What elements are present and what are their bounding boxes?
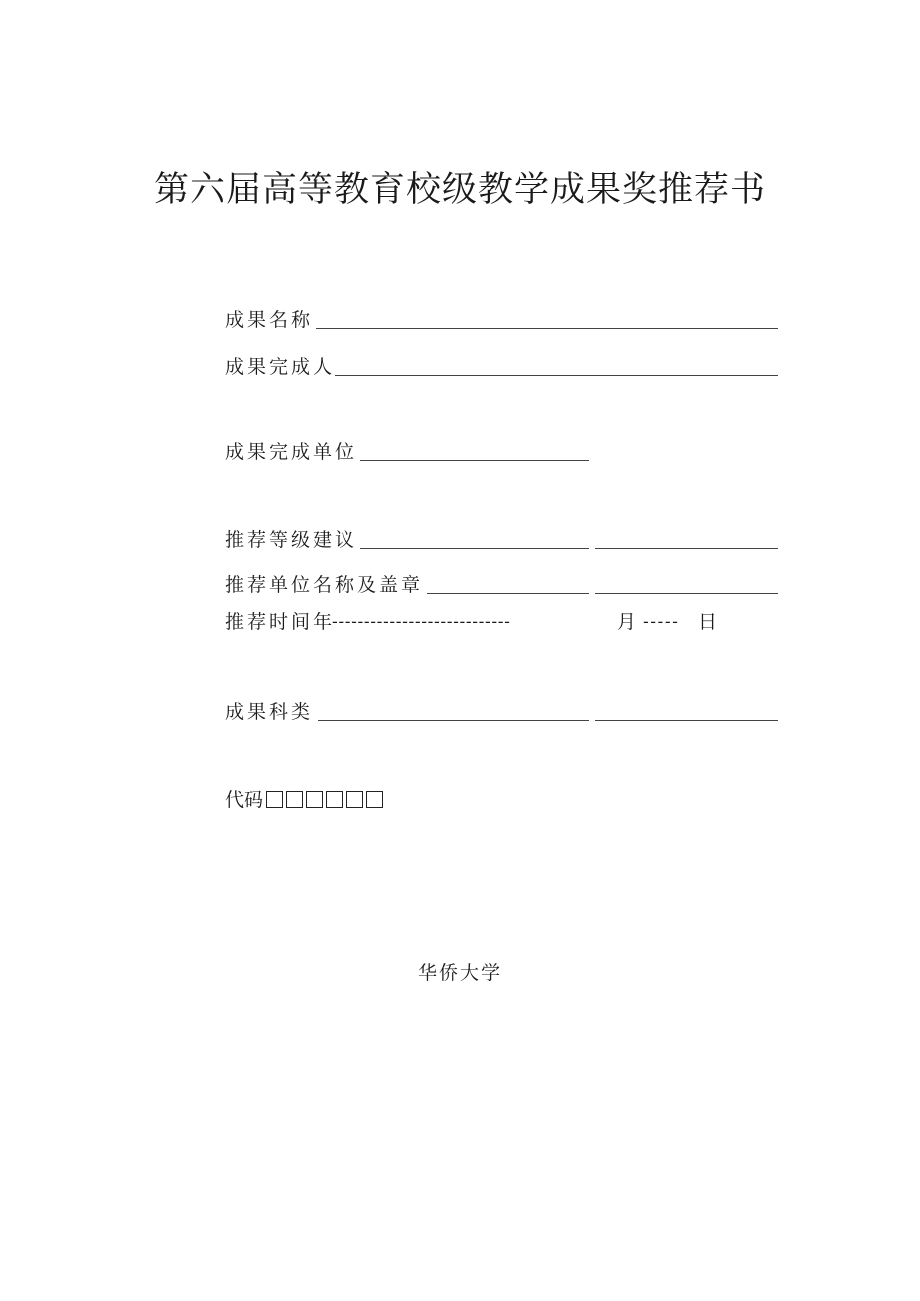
fill-line-1[interactable] bbox=[318, 720, 589, 721]
field-label: 推荐单位名称及盖章 bbox=[225, 574, 424, 596]
field-result-completers bbox=[225, 355, 780, 383]
fill-line-2[interactable] bbox=[595, 720, 778, 721]
code-box[interactable] bbox=[266, 791, 283, 808]
page-title: 第六届高等教育校级教学成果奖推荐书 bbox=[153, 170, 766, 210]
fill-line-2[interactable] bbox=[595, 548, 778, 549]
field-label: 成果科类 bbox=[225, 701, 314, 723]
field-label: 成果完成人 bbox=[225, 356, 336, 378]
fill-line-1[interactable] bbox=[427, 593, 589, 594]
month-day-dashes[interactable]: ----- bbox=[643, 612, 680, 631]
fill-line[interactable] bbox=[316, 328, 778, 329]
code-box[interactable] bbox=[306, 791, 323, 808]
fill-line[interactable] bbox=[335, 375, 778, 376]
field-label: 推荐时间年 bbox=[225, 611, 336, 633]
field-recommend-time bbox=[225, 610, 780, 638]
university-name: 华侨大学 bbox=[417, 962, 502, 984]
field-label: 推荐等级建议 bbox=[225, 529, 358, 551]
year-month-dashes[interactable]: ---------------------------- bbox=[332, 612, 511, 631]
field-label: 代码 bbox=[225, 789, 264, 811]
day-label: 日 bbox=[698, 611, 719, 633]
fill-line-2[interactable] bbox=[595, 593, 778, 594]
fill-line[interactable] bbox=[360, 460, 589, 461]
month-label: 月 bbox=[617, 611, 640, 633]
field-result-name bbox=[225, 308, 780, 336]
field-result-category bbox=[225, 700, 780, 728]
code-boxes bbox=[266, 791, 383, 808]
code-box[interactable] bbox=[346, 791, 363, 808]
field-label: 成果完成单位 bbox=[225, 441, 358, 463]
field-recommend-unit-seal bbox=[225, 573, 780, 601]
field-label: 成果名称 bbox=[225, 309, 314, 331]
code-box[interactable] bbox=[366, 791, 383, 808]
field-recommend-level bbox=[225, 528, 780, 556]
fill-line-1[interactable] bbox=[360, 548, 589, 549]
code-box[interactable] bbox=[326, 791, 343, 808]
field-result-unit bbox=[225, 440, 780, 468]
code-box[interactable] bbox=[286, 791, 303, 808]
